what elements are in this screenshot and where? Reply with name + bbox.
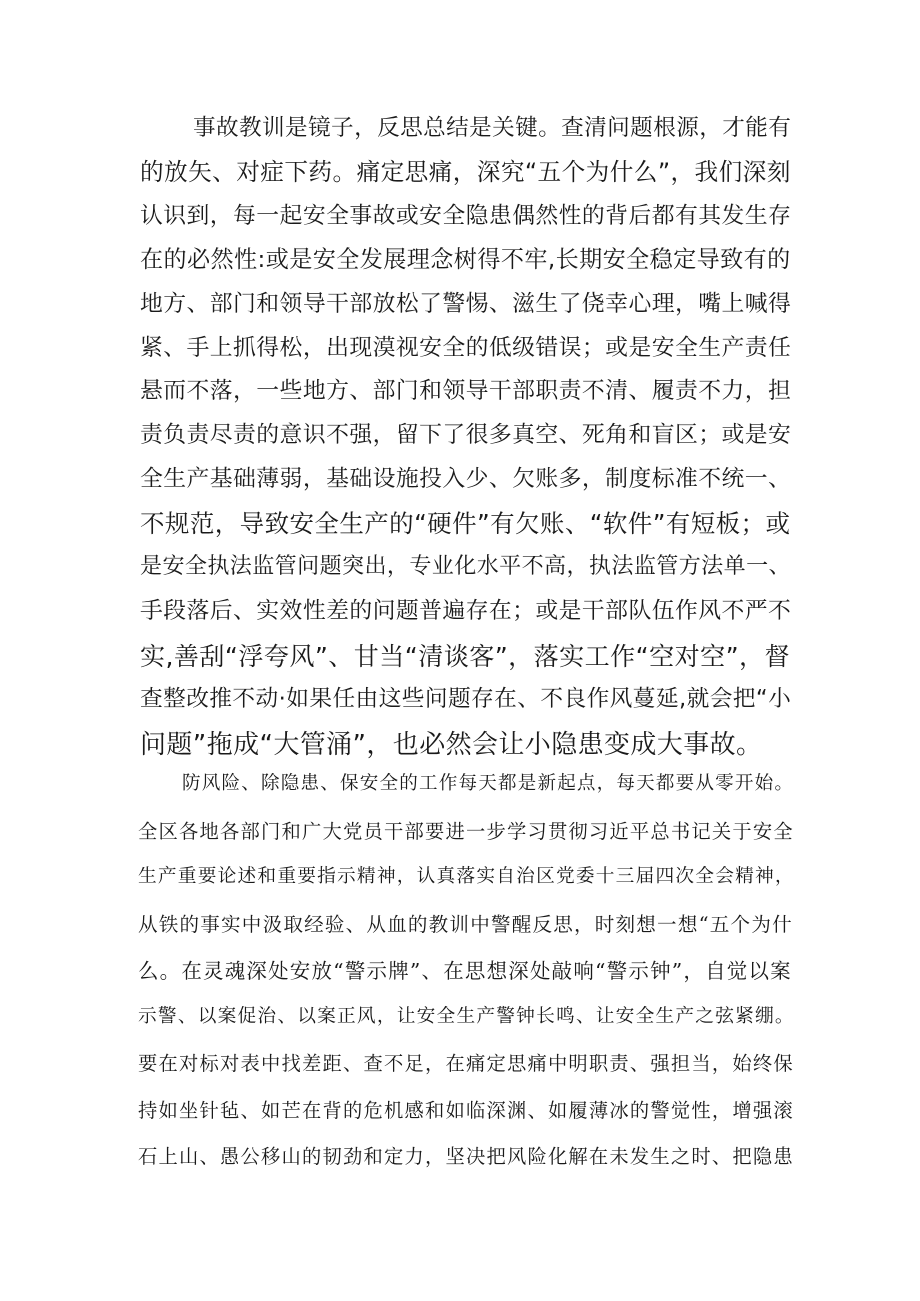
text-line: 责负责尽责的意识不强，留下了很多真空、死角和盲区；或是安 [140,422,792,449]
text-line: 实,善刮“浮夸风”、甘当“清谈客”，落实工作“空对空”，督 [140,641,791,671]
text-line: 的放矢、对症下药。痛定思痛，深究“五个为什么”，我们深刻 [140,157,791,186]
text-line: 查整改推不动·如果任由这些问题存在、不良作风蔓延,就会把“小 [140,685,792,712]
text-line: 示警、以案促治、以案正风，让安全生产警钟长鸣、让安全生产之弦紧绷。 [138,1005,795,1027]
text-line: 问题”拖成“大管涌”，也必然会让小隐患变成大事故。 [140,729,763,760]
text-line: 认识到，每一起安全事故或安全隐患偶然性的背后都有其发生存 [140,202,792,229]
text-line: 生产重要论述和重要指示精神，认真落实自治区党委十三届四次全会精神， [138,866,795,887]
text-line: 持如坐针毡、如芒在背的危机感和如临深渊、如履薄冰的警觉性，增强滚 [138,1098,794,1122]
text-line: 防风险、除隐患、保安全的工作每天都是新起点，每天都要从零开始。 [182,773,795,794]
text-line: 悬而不落，一些地方、部门和领导干部职责不清、履责不力，担 [140,378,792,405]
text-line: 么。在灵魂深处安放“警示牌”、在思想深处敲响“警示钟”，自觉以案 [138,959,792,983]
text-line: 手段落后、实效性差的问题普遍存在；或是干部队伍作风不严不 [140,597,792,624]
text-line: 要在对标对表中找差距、查不足，在痛定思痛中明职责、强担当，始终保 [138,1052,794,1075]
text-line: 从铁的事实中汲取经验、从血的教训中警醒反思，时刻想一想“五个为什 [138,912,793,936]
text-line: 全区各地各部门和广大党员干部要进一步学习贯彻习近平总书记关于安全 [138,819,794,843]
text-line: 不规范，导致安全生产的“硬件”有欠账、“软件”有短板；或 [140,509,791,539]
text-line: 是安全执法监管问题突出，专业化水平不高，执法监管方法单一、 [140,554,791,579]
text-line: 紧、手上抓得松，出现漠视安全的低级错误；或是安全生产责任 [140,334,792,361]
text-line: 石上山、愚公移山的韧劲和定力，坚决把风险化解在未发生之时、把隐患 [138,1145,794,1168]
text-line: 全生产基础薄弱，基础设施投入少、欠账多，制度标准不统一、 [140,466,792,493]
text-line: 事故教训是镜子，反思总结是关键。查清问题根源，才能有 [193,115,792,141]
text-line: 地方、部门和领导干部放松了警惕、滋生了侥幸心理，嘴上喊得 [140,290,792,317]
text-line: 在的必然性:或是安全发展理念树得不牢,长期安全稳定导致有的 [140,246,791,273]
